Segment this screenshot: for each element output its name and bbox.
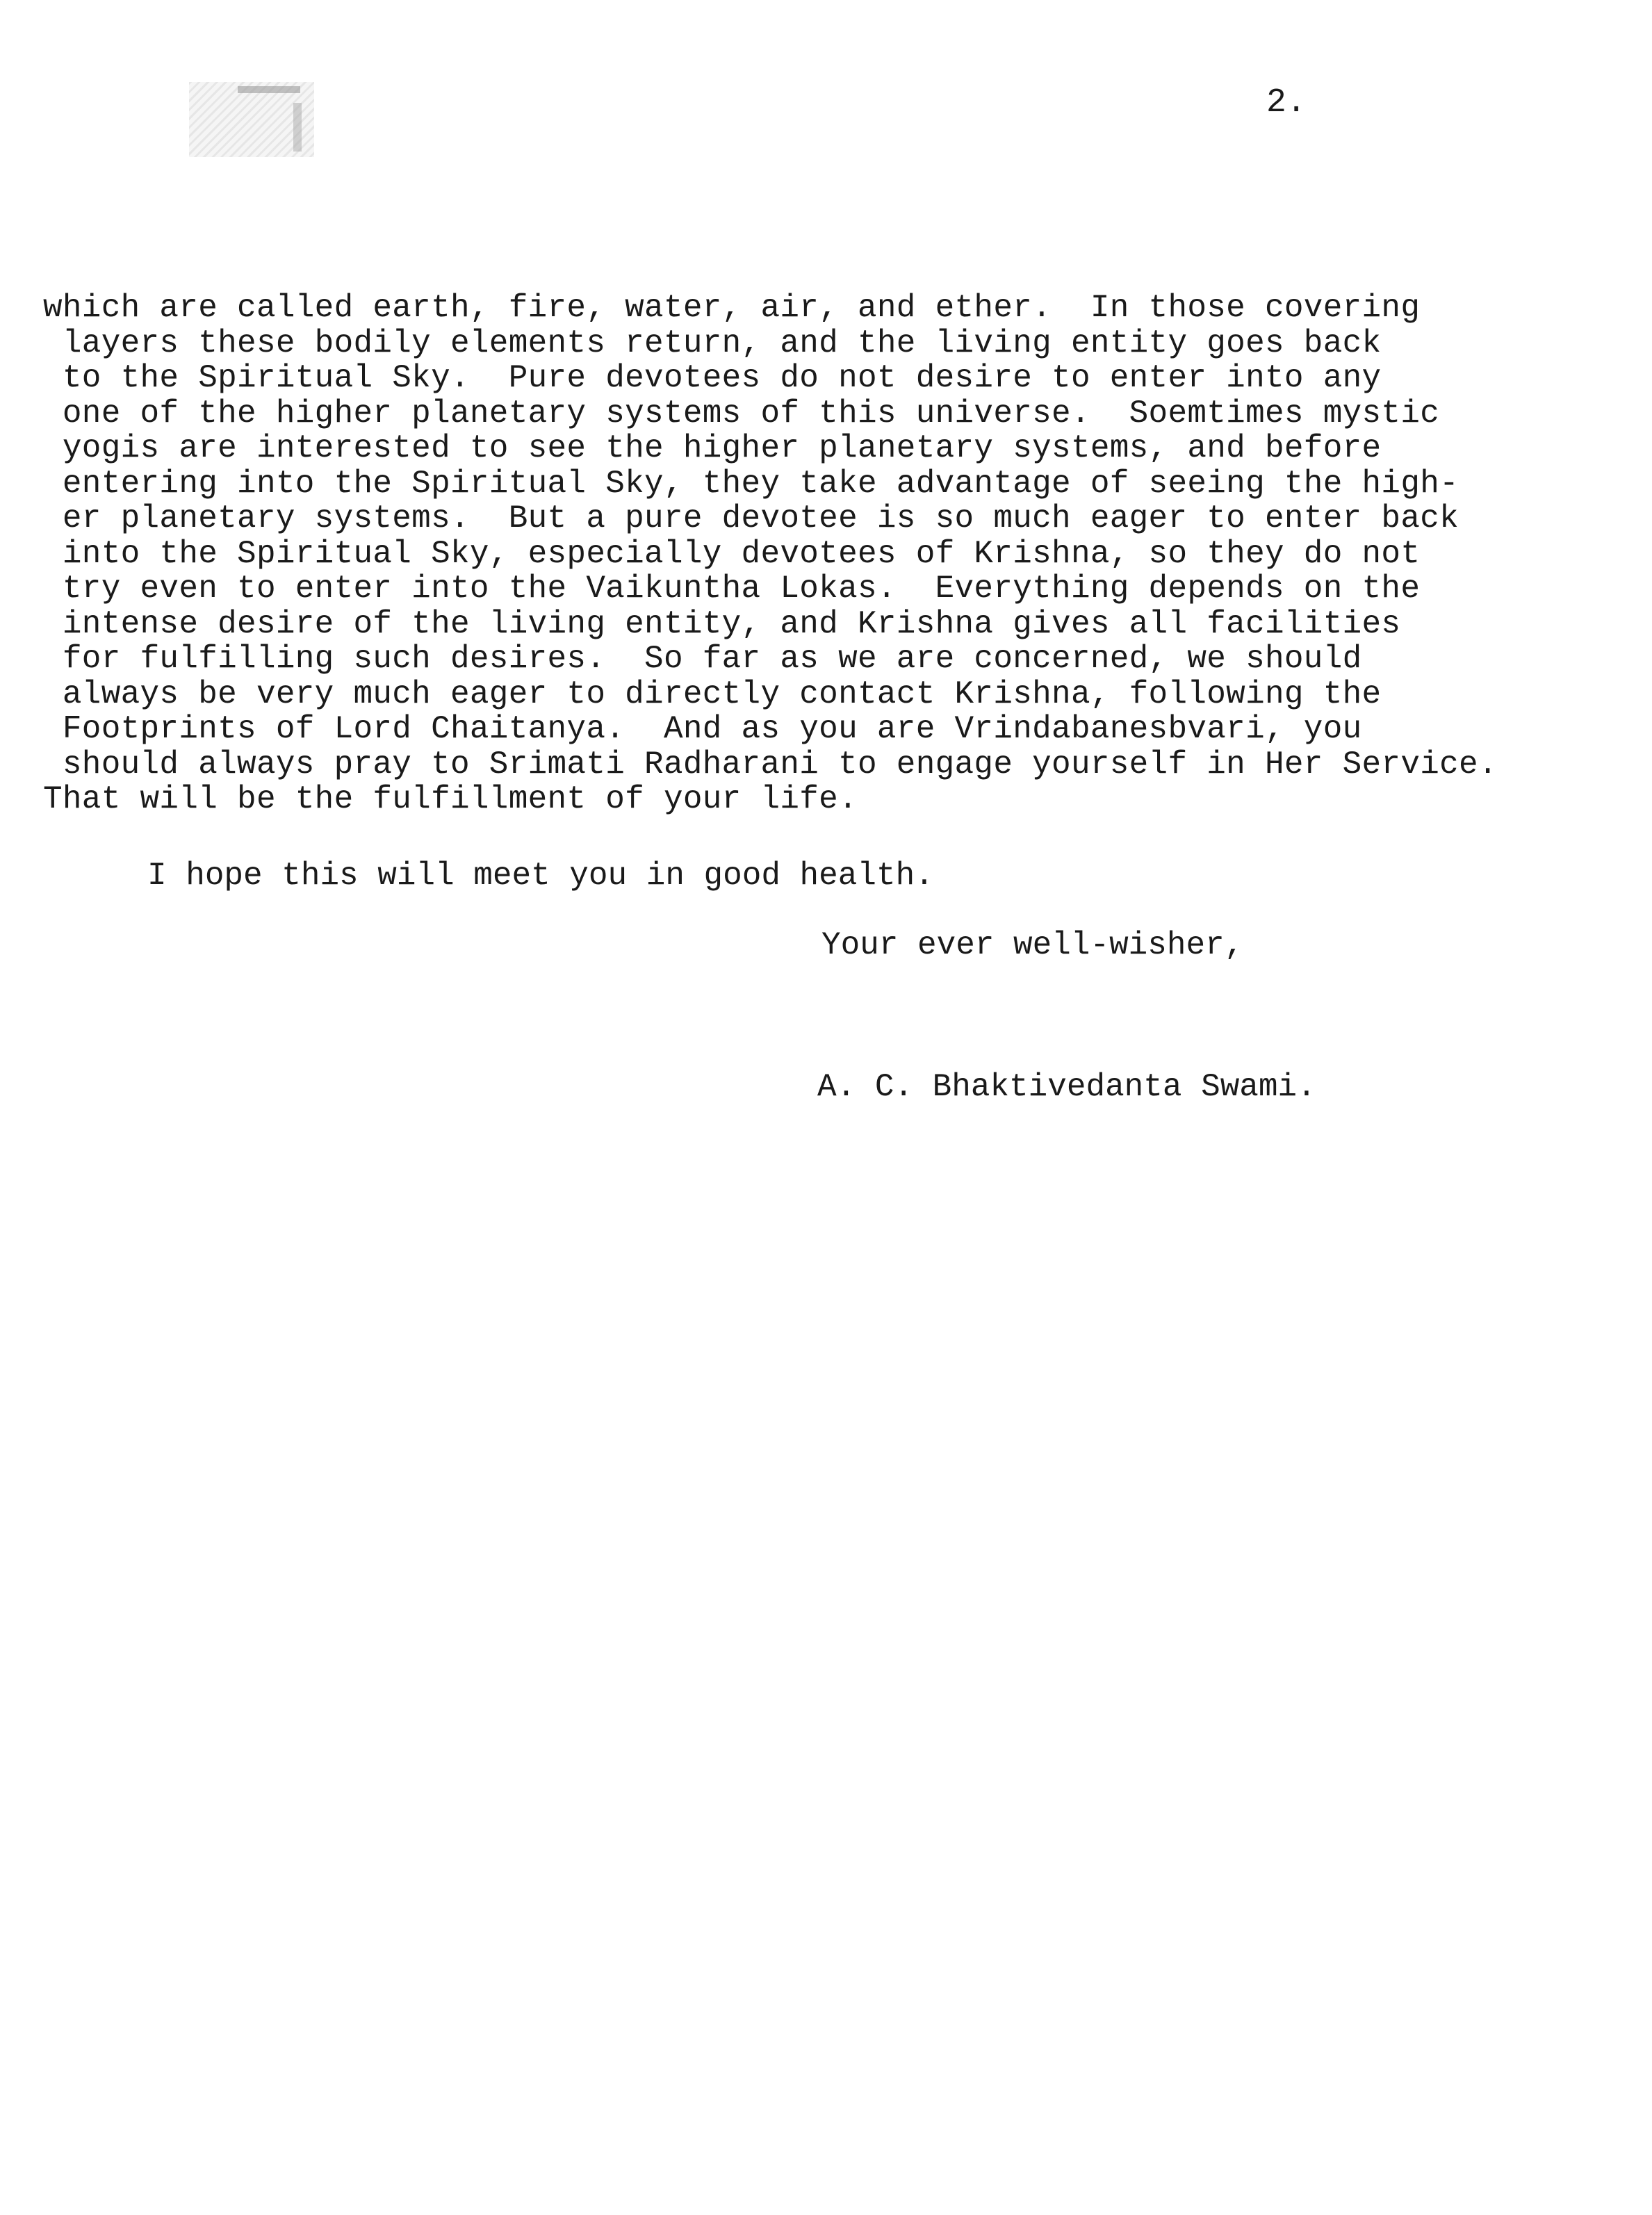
body-line: intense desire of the living entity, and Krishna gives all facilities <box>43 605 1401 642</box>
body-line: entering into the Spiritual Sky, they take advantage of seeing the high- <box>43 465 1459 502</box>
body-line: to the Spiritual Sky. Pure devotees do not desire to enter into any <box>43 360 1382 396</box>
body-line: Footprints of Lord Chaitanya. And as you are Vrindabanesbvari, you <box>43 711 1362 747</box>
body-line: always be very much eager to directly contact Krishna, following the <box>43 676 1382 712</box>
body-line: which are called earth, fire, water, air, and ether. In those covering <box>43 290 1421 326</box>
body-line: layers these bodily elements return, and the living entity goes back <box>43 325 1382 361</box>
body-line: one of the higher planetary systems of this universe. Soemtimes mystic <box>43 395 1440 432</box>
body-line: for fulfilling such desires. So far as we are concerned, we should <box>43 641 1362 677</box>
body-line: should always pray to Srimati Radharani to engage yourself in Her Service. <box>43 746 1498 783</box>
body-line: That will be the fulfillment of your life. <box>43 781 858 817</box>
salutation: Your ever well-wisher, <box>821 927 1244 963</box>
faded-stamp-mark <box>189 82 314 157</box>
signature-name: A. C. Bhaktivedanta Swami. <box>817 1069 1316 1105</box>
body-line: try even to enter into the Vaikuntha Lokas. Everything depends on the <box>43 571 1421 607</box>
body-line: er planetary systems. But a pure devotee is so much eager to enter back <box>43 500 1459 537</box>
letter-body-paragraph <box>43 291 1607 817</box>
body-line: yogis are interested to see the higher planetary systems, and before <box>43 430 1382 466</box>
page-number: 2. <box>1266 84 1307 122</box>
closing-line: I hope this will meet you in good health. <box>147 858 934 894</box>
body-line: into the Spiritual Sky, especially devotees of Krishna, so they do not <box>43 535 1421 572</box>
